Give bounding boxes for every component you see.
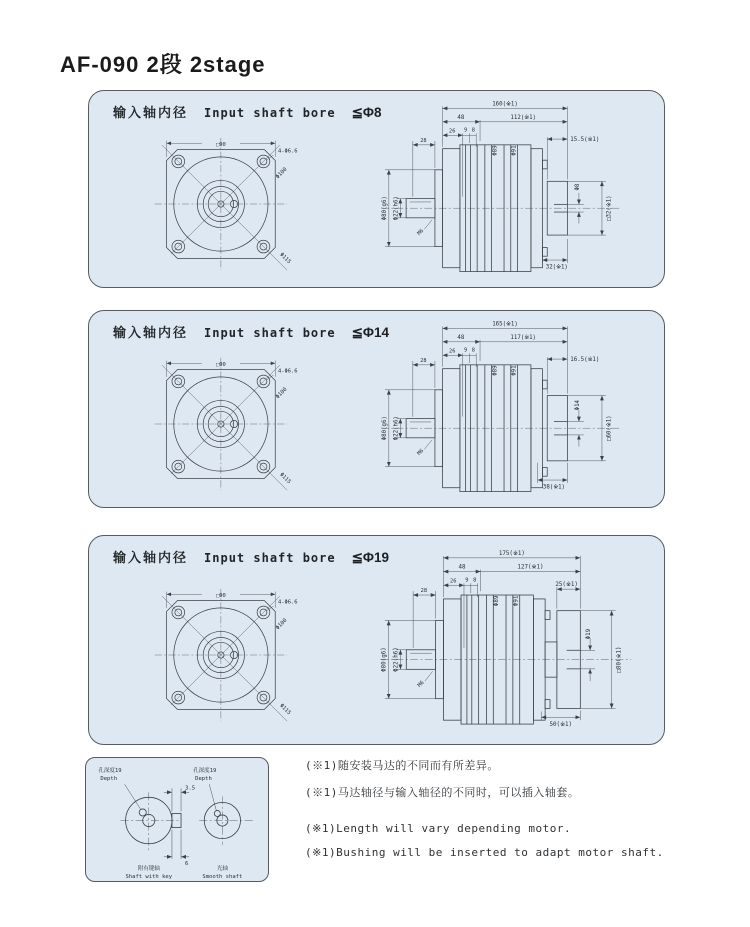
dim-26: 26 <box>449 578 457 585</box>
dim-28: 28 <box>420 588 428 595</box>
dim-front-len: 48 <box>457 334 465 341</box>
dim-holes: 4-Φ6.6 <box>277 368 298 375</box>
header-cn: 输入轴内径 <box>113 325 189 340</box>
dim-tap: M6 <box>416 228 426 237</box>
header-en: Input shaft bore <box>204 551 336 565</box>
dim-9: 9 <box>464 347 468 354</box>
dim-front-len: 48 <box>458 564 466 571</box>
footnote-cn-2: (※1)马达轴径与输入轴径的不同时，可以插入轴套。 <box>305 786 580 799</box>
dim-adapter-depth: 25(※1) <box>555 582 578 589</box>
shaft-detail-drawing <box>86 758 268 881</box>
dim-body1: Φ89 <box>492 365 499 376</box>
dim-26: 26 <box>449 348 456 355</box>
dim-motor-flange: □60(※1) <box>606 415 613 441</box>
dim-total: 165(※1) <box>492 321 518 328</box>
footnotes <box>305 757 664 870</box>
footnote-en-2: (※1)Bushing will be inserted to adapt motor shaft. <box>305 846 664 859</box>
panel-2-header <box>113 322 389 341</box>
dim-rear-len: 117(※1) <box>510 334 537 341</box>
page-title: AF-090 2段 2stage <box>60 52 266 77</box>
dim-square: □90 <box>215 593 226 600</box>
dim-square: □90 <box>215 142 226 149</box>
dim-8: 8 <box>473 577 477 584</box>
header-en: Input shaft bore <box>204 326 336 340</box>
header-cn: 输入轴内径 <box>113 105 189 120</box>
header-limit: ≦Φ14 <box>351 325 390 340</box>
front-view-geometry <box>155 358 287 490</box>
dim-front-len: 48 <box>457 114 465 121</box>
dim-body2: Φ91 <box>511 365 518 376</box>
dim-bore: Φ8 <box>574 183 581 191</box>
front-view-geometry <box>155 589 287 721</box>
front-view-drawing-2 <box>133 347 345 501</box>
dim-9: 9 <box>465 577 469 584</box>
dim-body2: Φ91 <box>513 595 520 607</box>
dim-body1: Φ89 <box>494 595 501 607</box>
panel-1-header <box>113 102 382 121</box>
shaft-detail-panel <box>85 757 269 882</box>
key-depth-label-en: Depth <box>100 776 118 783</box>
panel-3-header <box>113 547 389 566</box>
panel-bore-19 <box>88 535 665 745</box>
dim-8: 8 <box>471 127 475 134</box>
dim-motor-flange: □32(※1) <box>606 195 613 221</box>
dim-28: 28 <box>420 137 427 144</box>
dim-8: 8 <box>471 347 475 354</box>
side-view-geometry <box>381 326 621 491</box>
dim-bolt-circle: Φ100 <box>275 617 289 632</box>
smooth-shaft-caption-en: Smooth shaft <box>202 873 243 880</box>
key-height-dim: 6 <box>185 860 189 867</box>
header-en: Input shaft bore <box>204 106 336 120</box>
dim-motor-flange: □80(※1) <box>616 646 623 673</box>
dim-9: 9 <box>464 127 468 134</box>
dim-total: 160(※1) <box>492 101 518 108</box>
key-depth-label-cn: 孔深度19 <box>98 768 122 775</box>
footnote-en-1: (※1)Length will vary depending motor. <box>305 822 572 835</box>
dim-28: 28 <box>420 357 427 364</box>
panel-bore-8 <box>88 90 665 288</box>
dim-adapter-depth: 15.5(※1) <box>570 137 600 143</box>
keyed-shaft-caption-cn: 附有键轴 <box>137 865 160 872</box>
front-view-drawing-1 <box>133 127 345 281</box>
dim-tap: M6 <box>416 679 426 689</box>
smooth-depth-label-en: Depth <box>195 776 212 783</box>
dim-rear-len: 112(※1) <box>510 114 537 121</box>
dim-pilot: Φ80(g6) <box>381 647 388 672</box>
dim-holes: 4-Φ6.6 <box>277 599 298 606</box>
keyed-shaft-caption-en: Shaft with key <box>125 873 173 880</box>
dim-adapter-depth: 16.5(※1) <box>570 357 600 363</box>
dim-corner-circle: Φ115 <box>278 702 292 717</box>
dim-square: □90 <box>215 362 226 369</box>
dim-shaft: Φ22(h6) <box>393 647 400 672</box>
side-view-geometry <box>381 106 621 271</box>
dim-body2: Φ91 <box>511 145 518 156</box>
dim-bore: Φ19 <box>586 628 593 640</box>
dim-total: 175(※1) <box>498 550 525 557</box>
dim-bore: Φ14 <box>574 399 581 411</box>
dim-corner-circle: Φ115 <box>278 471 292 486</box>
smooth-shaft-caption-cn: 光轴 <box>216 865 228 872</box>
side-view-geometry <box>381 556 631 724</box>
front-view-geometry <box>155 138 287 270</box>
side-view-drawing-1 <box>375 93 635 285</box>
dim-corner-circle: Φ115 <box>278 251 292 266</box>
dim-bolt-circle: Φ100 <box>275 386 289 401</box>
side-view-drawing-2 <box>375 313 635 505</box>
footnote-cn-1: (※1)随安装马达的不同而有所差异。 <box>305 759 499 772</box>
panel-bore-14 <box>88 310 665 508</box>
dim-holes: 4-Φ6.6 <box>277 148 298 155</box>
header-cn: 输入轴内径 <box>113 550 189 565</box>
smooth-depth-label-cn: 孔深度19 <box>193 768 217 775</box>
dim-bottom: 32(※1) <box>545 264 568 271</box>
dim-rear-len: 127(※1) <box>517 564 544 571</box>
dim-shaft: Φ22(h6) <box>393 416 400 441</box>
header-limit: ≦Φ8 <box>351 105 382 120</box>
dim-body1: Φ89 <box>492 145 499 156</box>
side-view-drawing-3 <box>375 540 639 740</box>
dim-shaft: Φ22(h6) <box>393 196 400 221</box>
dim-bottom: 38(※1) <box>542 484 566 491</box>
dim-bolt-circle: Φ100 <box>275 166 289 181</box>
dim-26: 26 <box>449 128 456 135</box>
dim-bottom: 50(※1) <box>549 722 573 729</box>
key-width-dim: 3.5 <box>185 785 196 792</box>
dim-tap: M6 <box>416 448 426 457</box>
shaft-detail-geometry <box>121 784 254 859</box>
header-limit: ≦Φ19 <box>351 550 390 565</box>
front-view-drawing-3 <box>133 578 345 732</box>
dim-pilot: Φ80(g6) <box>381 416 388 441</box>
dim-pilot: Φ80(g6) <box>381 196 388 221</box>
